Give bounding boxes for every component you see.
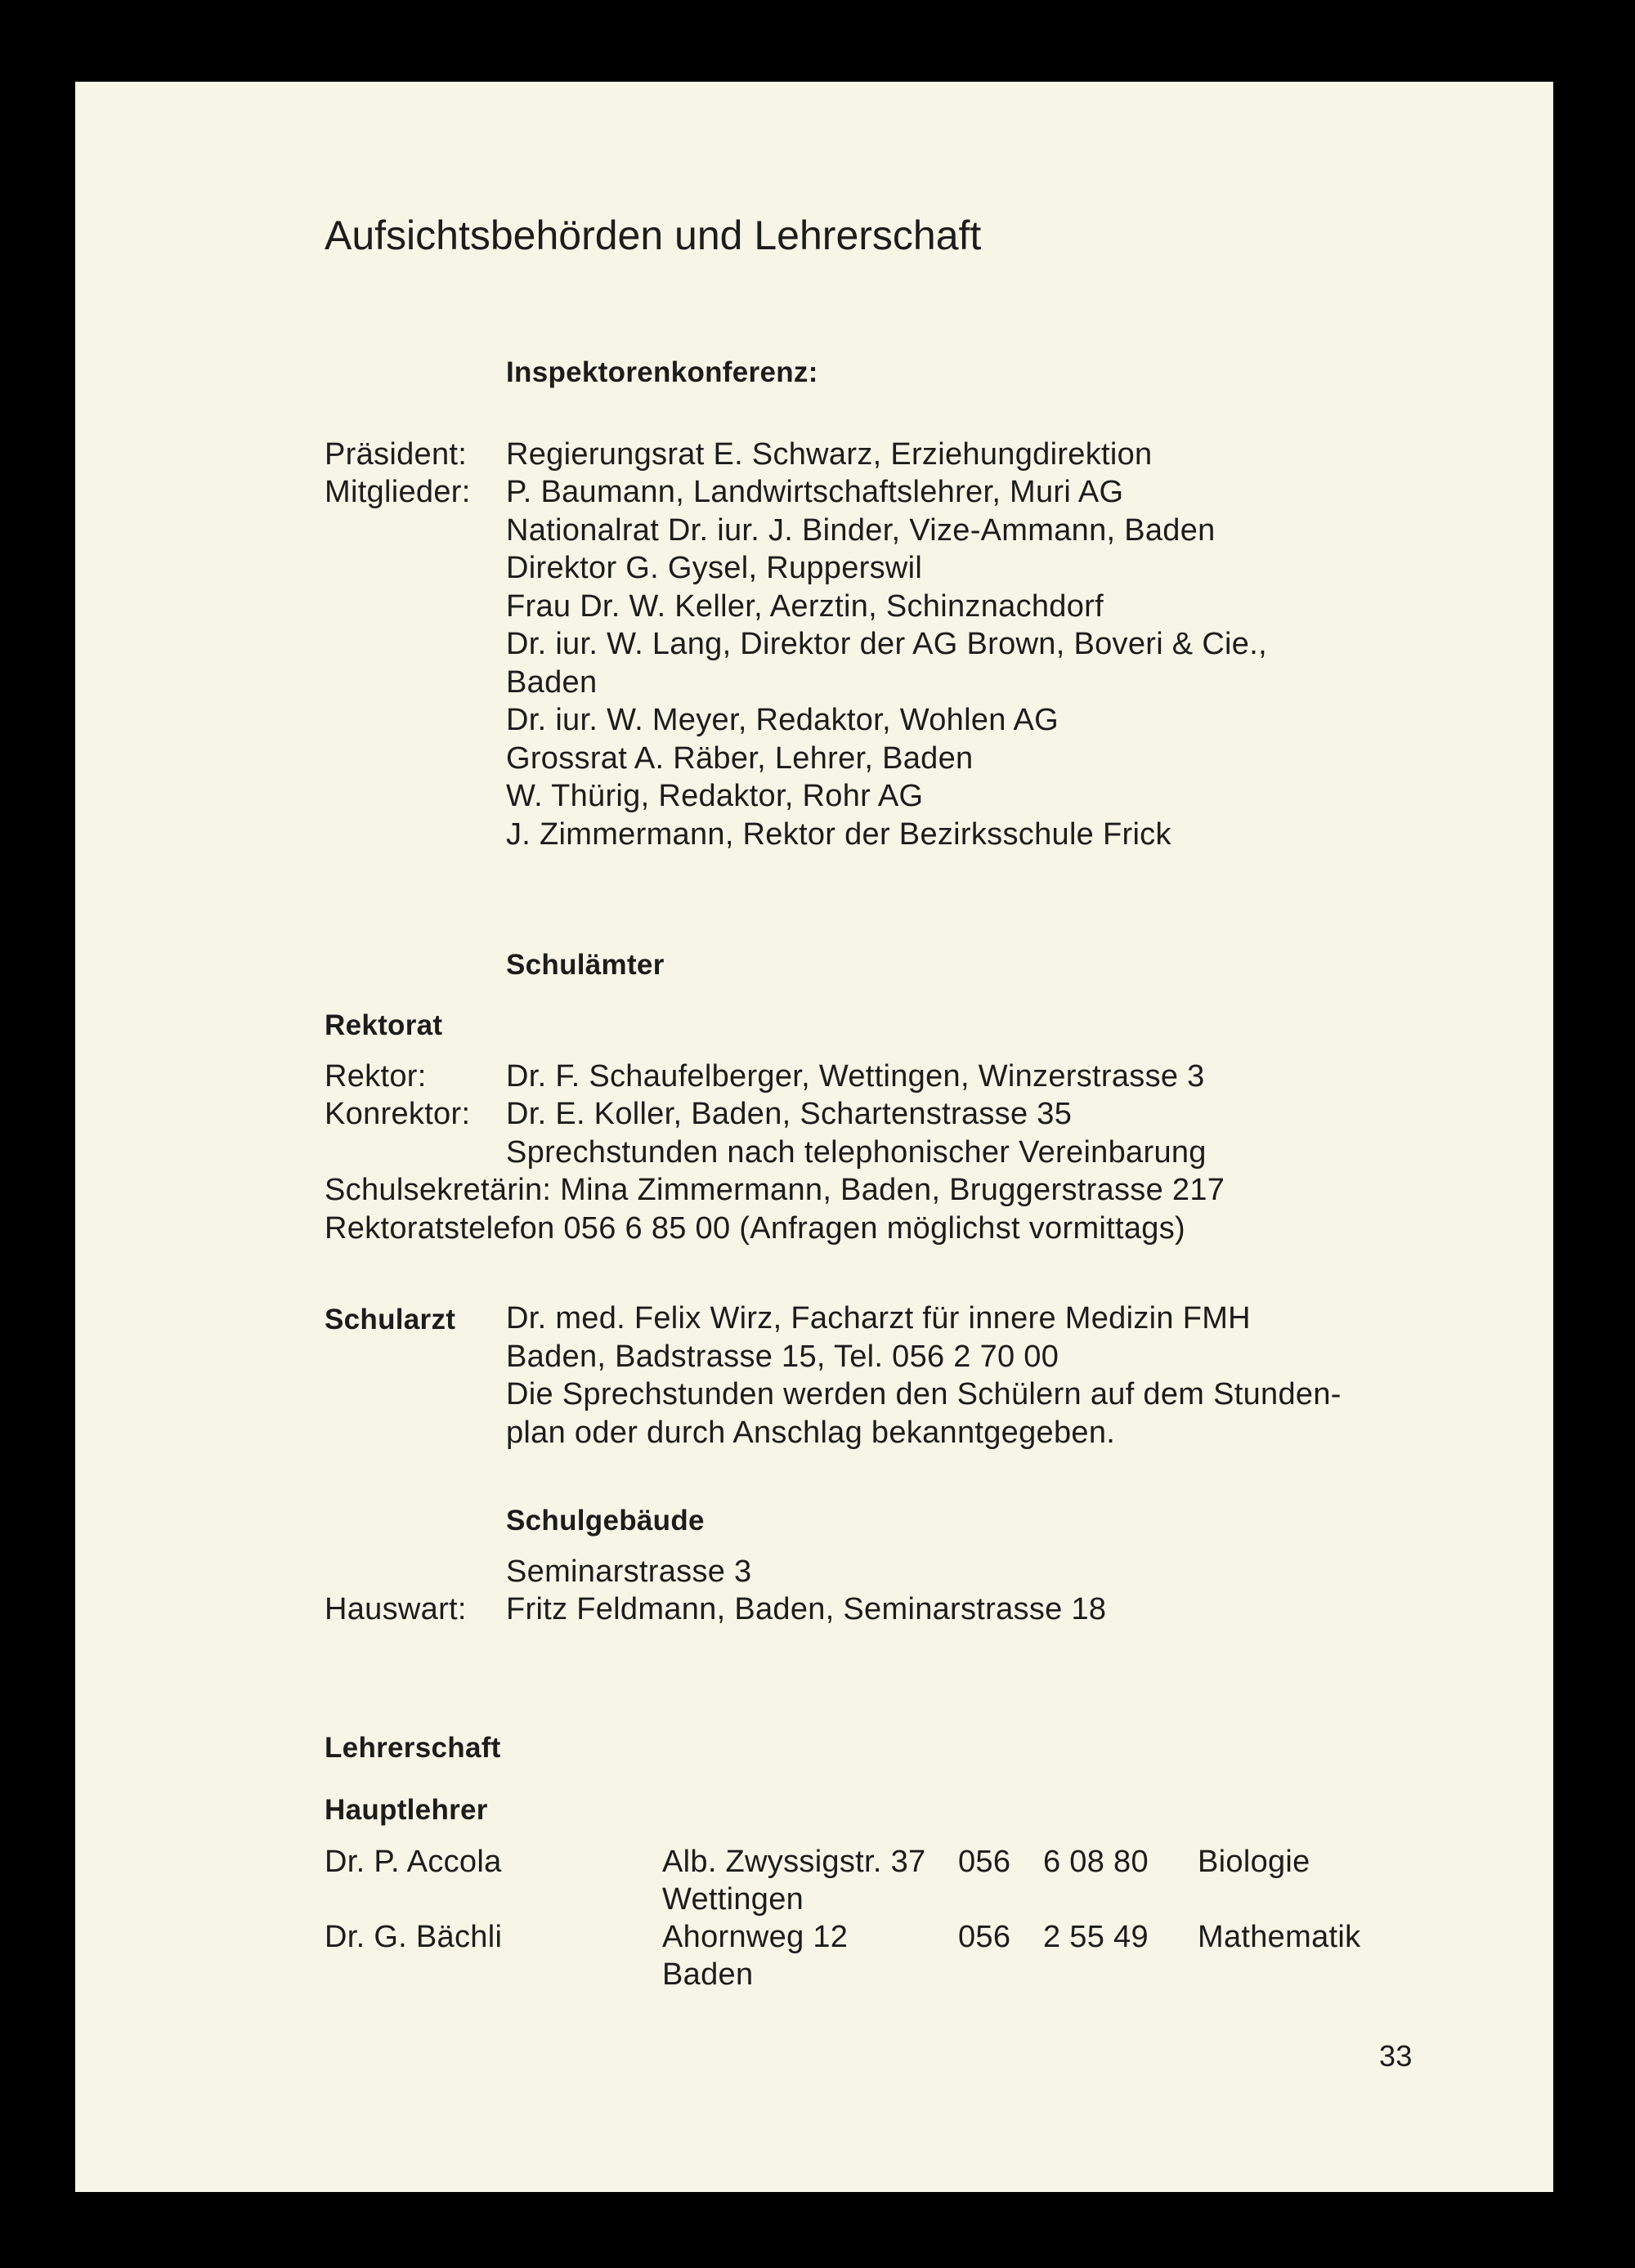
rektor-label: Rektor: xyxy=(325,1059,427,1094)
schularzt-line: Dr. med. Felix Wirz, Facharzt für innere Medizin FMH xyxy=(506,1301,1251,1335)
president-entry: Regierungsrat E. Schwarz, Erziehungdirektion xyxy=(506,437,1153,472)
rektor-entry: Dr. F. Schaufelberger, Wettingen, Winzerstrasse 3 xyxy=(506,1059,1205,1094)
hauptlehrer-heading: Hauptlehrer xyxy=(325,1794,488,1826)
document-page xyxy=(75,82,1553,2192)
schularzt-label: Schularzt xyxy=(325,1304,456,1335)
members-label: Mitglieder: xyxy=(325,475,471,509)
schularzt-line: Die Sprechstunden werden den Schülern auf dem Stunden- xyxy=(506,1377,1342,1411)
teacher-area-code: 056 xyxy=(958,1920,1011,1954)
teacher-street: Alb. Zwyssigstr. 37 xyxy=(662,1845,926,1879)
sekretaerin-line: Schulsekretärin: Mina Zimmermann, Baden, Bruggerstrasse 217 xyxy=(325,1173,1225,1207)
member-line: P. Baumann, Landwirtschaftslehrer, Muri AG xyxy=(506,475,1124,509)
teacher-city: Baden xyxy=(662,1957,754,1992)
member-line: W. Thürig, Redaktor, Rohr AG xyxy=(506,779,924,813)
schularzt-line: plan oder durch Anschlag bekanntgegeben. xyxy=(506,1416,1116,1450)
member-line: Baden xyxy=(506,665,598,700)
hauswart-entry: Fritz Feldmann, Baden, Seminarstrasse 18 xyxy=(506,1592,1107,1626)
teacher-city: Wettingen xyxy=(662,1882,804,1917)
member-line: Direktor G. Gysel, Rupperswil xyxy=(506,551,923,585)
teacher-street: Ahornweg 12 xyxy=(662,1920,849,1954)
schulgebaeude-heading: Schulgebäude xyxy=(506,1505,705,1537)
schulgebaeude-address: Seminarstrasse 3 xyxy=(506,1554,752,1589)
sprechstunden-note: Sprechstunden nach telephonischer Vereinbarung xyxy=(506,1135,1207,1170)
teacher-name: Dr. G. Bächli xyxy=(325,1920,503,1954)
member-line: Dr. iur. W. Meyer, Redaktor, Wohlen AG xyxy=(506,703,1059,737)
member-line: J. Zimmermann, Rektor der Bezirksschule Frick xyxy=(506,817,1171,852)
teacher-subject: Biologie xyxy=(1198,1845,1310,1879)
member-line: Grossrat A. Räber, Lehrer, Baden xyxy=(506,741,974,776)
inspektorenkonferenz-heading: Inspektorenkonferenz: xyxy=(506,356,818,388)
teacher-subject: Mathematik xyxy=(1198,1920,1361,1954)
teacher-phone: 6 08 80 xyxy=(1043,1845,1149,1879)
page-number: 33 xyxy=(1379,2039,1413,2073)
konrektor-entry: Dr. E. Koller, Baden, Schartenstrasse 35 xyxy=(506,1097,1073,1131)
hauswart-label: Hauswart: xyxy=(325,1592,467,1626)
lehrerschaft-heading: Lehrerschaft xyxy=(325,1732,501,1764)
member-line: Nationalrat Dr. iur. J. Binder, Vize-Ammann, Baden xyxy=(506,513,1216,548)
teacher-name: Dr. P. Accola xyxy=(325,1845,502,1879)
rektorat-heading: Rektorat xyxy=(325,1009,443,1041)
schularzt-line: Baden, Badstrasse 15, Tel. 056 2 70 00 xyxy=(506,1340,1059,1374)
konrektor-label: Konrektor: xyxy=(325,1097,471,1131)
schulaemter-heading: Schulämter xyxy=(506,949,665,981)
teacher-area-code: 056 xyxy=(958,1845,1011,1879)
president-label: Präsident: xyxy=(325,437,468,472)
member-line: Frau Dr. W. Keller, Aerztin, Schinznachdorf xyxy=(506,589,1104,624)
member-line: Dr. iur. W. Lang, Direktor der AG Brown, Boveri & Cie., xyxy=(506,627,1267,661)
rektoratstelefon-line: Rektoratstelefon 056 6 85 00 (Anfragen möglichst vormittags) xyxy=(325,1211,1185,1246)
page-title: Aufsichtsbehörden und Lehrerschaft xyxy=(325,212,982,258)
teacher-phone: 2 55 49 xyxy=(1043,1920,1149,1954)
